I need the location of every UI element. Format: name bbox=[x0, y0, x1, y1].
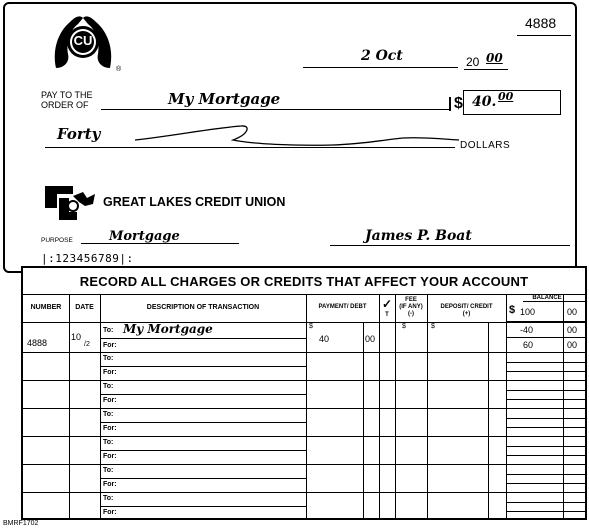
to-label: To: bbox=[103, 495, 114, 502]
to-label: To: bbox=[103, 355, 114, 362]
amount-symbol: $ bbox=[454, 95, 463, 112]
purpose-label: PURPOSE bbox=[41, 237, 73, 244]
entry-payment-cents: 00 bbox=[365, 334, 376, 344]
date-value: 2 Oct bbox=[361, 48, 403, 64]
for-label: For: bbox=[103, 342, 117, 349]
logo-text: CU bbox=[73, 33, 93, 48]
header-t: T bbox=[385, 312, 389, 318]
signature-line bbox=[330, 245, 570, 246]
entry-number: 4888 bbox=[27, 338, 48, 348]
header-description: DESCRIPTION OF TRANSACTION bbox=[146, 304, 260, 311]
year-suffix: 00 bbox=[486, 51, 503, 65]
amount-scribble-line bbox=[133, 122, 463, 156]
header-date: DATE bbox=[75, 304, 94, 311]
to-label: To: bbox=[103, 411, 114, 418]
check-register bbox=[21, 266, 587, 520]
entry-payment-dollars: 40 bbox=[319, 334, 330, 344]
payee-value: My Mortgage bbox=[168, 90, 281, 108]
pay-to-label-2: ORDER OF bbox=[41, 100, 89, 110]
entry-date-month: 10 bbox=[71, 332, 82, 342]
footer-code: BMRF1702 bbox=[3, 520, 39, 527]
to-label: To: bbox=[103, 383, 114, 390]
header-fee-1: FEE bbox=[405, 297, 417, 303]
to-label: To: bbox=[103, 327, 114, 334]
deposit-currency: $ bbox=[431, 323, 435, 330]
micr-line: |:123456789|: bbox=[41, 252, 134, 265]
pay-to-label-1: PAY TO THE bbox=[41, 90, 93, 100]
signature: James P. Boat bbox=[365, 228, 472, 244]
balance-currency: $ bbox=[509, 304, 516, 316]
for-label: For: bbox=[103, 453, 117, 460]
fee-currency: $ bbox=[402, 323, 406, 330]
for-label: For: bbox=[103, 481, 117, 488]
date-line bbox=[303, 67, 458, 68]
check bbox=[3, 2, 577, 273]
register-title: RECORD ALL CHARGES OR CREDITS THAT AFFECT YOUR ACCOUNT bbox=[23, 268, 585, 295]
balance-debit-cents: 00 bbox=[567, 325, 578, 335]
registered-mark: ® bbox=[116, 66, 122, 73]
year-prefix: 20 bbox=[466, 55, 480, 69]
bank-logo-icon bbox=[43, 184, 99, 222]
header-deposit: DEPOSIT/ CREDIT bbox=[440, 304, 493, 310]
entry-date-day: /2 bbox=[84, 341, 90, 348]
header-number: NUMBER bbox=[30, 304, 62, 311]
balance-start-cents: 00 bbox=[567, 307, 578, 317]
for-label: For: bbox=[103, 397, 117, 404]
payee-line bbox=[101, 109, 451, 110]
year-line bbox=[464, 69, 508, 70]
check-number-line bbox=[517, 35, 571, 36]
payment-currency: $ bbox=[309, 323, 313, 330]
amount-cents: 00 bbox=[498, 90, 514, 103]
header-fee-2: (IF ANY) bbox=[399, 304, 423, 310]
header-deposit-plus: (+) bbox=[462, 311, 471, 317]
amount-words: Forty bbox=[57, 125, 101, 143]
check-mark-icon: ✓ bbox=[381, 297, 393, 311]
purpose-line bbox=[81, 243, 239, 244]
for-label: For: bbox=[103, 369, 117, 376]
balance-start-dollars: 100 bbox=[520, 307, 536, 317]
for-label: For: bbox=[103, 425, 117, 432]
header-balance: BALANCE bbox=[532, 295, 562, 301]
dollars-label: DOLLARS bbox=[460, 140, 511, 151]
to-label: To: bbox=[103, 439, 114, 446]
amount-value: 40. bbox=[472, 94, 497, 110]
entry-to: My Mortgage bbox=[123, 322, 213, 336]
header-fee-3: (-) bbox=[408, 311, 414, 317]
bank-name: GREAT LAKES CREDIT UNION bbox=[103, 195, 286, 209]
balance-new-dollars: 60 bbox=[523, 340, 534, 350]
balance-debit-dollars: -40 bbox=[520, 325, 534, 335]
to-label: To: bbox=[103, 467, 114, 474]
for-label: For: bbox=[103, 509, 117, 516]
header-payment: PAYMENT/ DEBT bbox=[318, 304, 367, 310]
balance-new-cents: 00 bbox=[567, 340, 578, 350]
check-number: 4888 bbox=[525, 15, 557, 31]
purpose-value: Mortgage bbox=[109, 229, 180, 244]
